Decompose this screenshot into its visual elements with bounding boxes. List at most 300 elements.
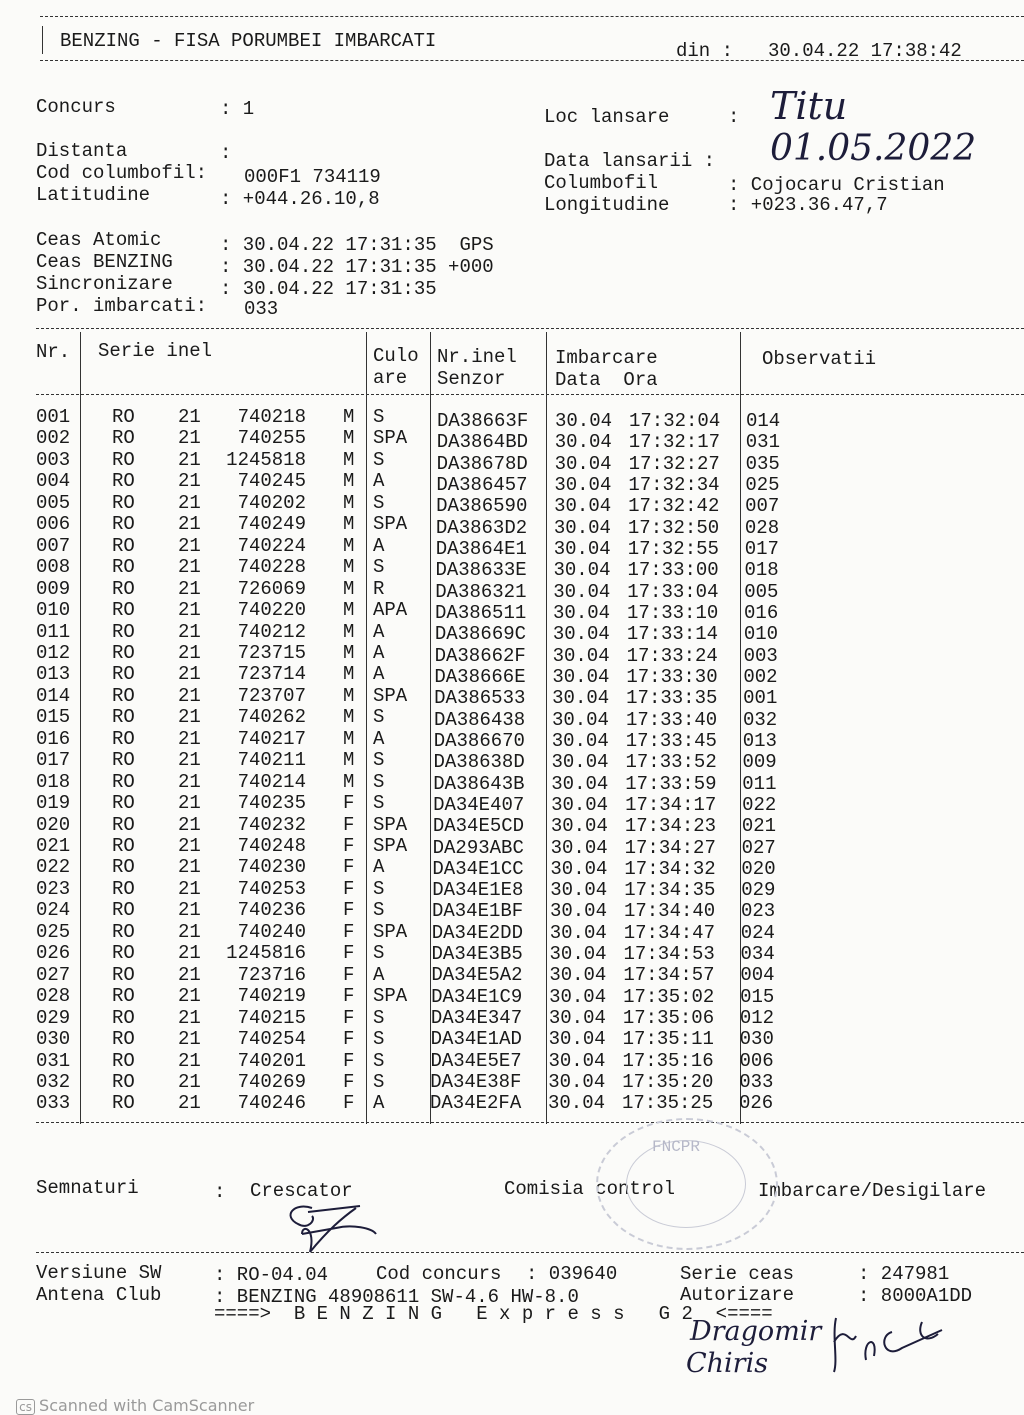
- row-year: 21: [178, 663, 201, 686]
- row-sensor-id: DA34E2FA: [430, 1092, 522, 1115]
- row-date: 30.04: [550, 879, 608, 902]
- row-date: 30.04: [552, 623, 610, 646]
- row-country: RO: [112, 491, 135, 514]
- row-sex: F: [343, 963, 355, 986]
- col-header-serie: Serie inel: [98, 340, 213, 362]
- crescator-signature: [272, 1194, 382, 1264]
- row-nr: 012: [36, 641, 71, 664]
- commission-name-1: Dragomir: [690, 1316, 822, 1347]
- cod-concurs-label: Cod concurs: [376, 1263, 502, 1285]
- table-row: [0, 620, 1024, 646]
- row-ring-number: 740254: [237, 1028, 306, 1051]
- row-sex: M: [343, 491, 355, 514]
- row-time: 17:33:04: [627, 580, 719, 603]
- row-country: RO: [112, 684, 135, 707]
- row-nr: 015: [36, 706, 71, 729]
- latitudine-label: Latitudine: [36, 184, 151, 206]
- row-sensor-id: DA38669C: [434, 623, 527, 646]
- row-nr: 021: [36, 835, 71, 857]
- row-ring-number: 723716: [237, 963, 306, 986]
- row-year: 21: [178, 942, 201, 965]
- table-row: [0, 470, 1024, 496]
- row-color: A: [373, 470, 385, 493]
- table-row: [0, 406, 1024, 432]
- row-date: 30.04: [553, 580, 611, 603]
- sincronizare-label: Sincronizare: [36, 273, 173, 295]
- table-row: [0, 877, 1024, 902]
- row-sensor-id: DA386457: [436, 473, 528, 496]
- commission-name-2: Chiris: [686, 1348, 769, 1379]
- row-sensor-id: DA3864E1: [435, 537, 527, 560]
- row-time: 17:33:24: [626, 644, 718, 667]
- row-sex: M: [343, 770, 355, 793]
- row-observatii: 033: [739, 1071, 774, 1094]
- antena-club-value: : BENZING 48908611 SW-4.6 HW-8.0: [214, 1286, 579, 1308]
- row-observatii: 010: [743, 623, 779, 646]
- row-ring-number: 740212: [237, 620, 306, 643]
- row-sex: M: [343, 556, 355, 579]
- row-time: 17:33:35: [626, 687, 718, 710]
- versiune-sw-value: : RO-04.04: [214, 1264, 329, 1286]
- row-country: RO: [112, 406, 135, 428]
- col-header-observatii: Observatii: [762, 348, 877, 370]
- row-sex: M: [343, 641, 355, 664]
- table-row: [0, 556, 1024, 582]
- row-observatii: 013: [742, 729, 777, 752]
- row-time: 17:33:40: [625, 708, 718, 731]
- row-ring-number: 740201: [237, 1049, 306, 1072]
- row-color: SPA: [373, 985, 408, 1008]
- row-ring-number: 740214: [237, 770, 306, 793]
- col-header-nrinel-1: Nr.inel: [437, 346, 517, 368]
- row-nr: 013: [36, 663, 71, 686]
- row-time: 17:34:47: [623, 921, 715, 944]
- row-ring-number: 740269: [237, 1070, 306, 1093]
- loc-lansare-handwritten: Titu: [770, 84, 848, 128]
- row-country: RO: [112, 663, 135, 686]
- header-top-rule: [40, 16, 1024, 17]
- table-row: [0, 749, 1024, 774]
- row-date: 30.04: [555, 410, 613, 432]
- row-year: 21: [178, 406, 201, 428]
- row-observatii: 015: [740, 985, 775, 1008]
- row-country: RO: [112, 599, 135, 622]
- row-nr: 019: [36, 792, 71, 815]
- row-time: 17:33:45: [625, 729, 717, 752]
- semnaturi-label: Semnaturi: [36, 1177, 139, 1199]
- row-sex: M: [343, 663, 355, 686]
- row-time: 17:34:17: [625, 793, 717, 816]
- row-sex: F: [343, 920, 355, 943]
- row-date: 30.04: [553, 559, 611, 582]
- row-sensor-id: DA34E2DD: [431, 921, 523, 944]
- row-color: A: [373, 727, 385, 750]
- loc-lansare-colon: :: [728, 106, 740, 128]
- row-year: 21: [178, 770, 201, 793]
- row-country: RO: [112, 577, 135, 600]
- row-nr: 032: [36, 1070, 71, 1093]
- row-time: 17:32:04: [629, 410, 721, 432]
- table-row: [0, 513, 1024, 539]
- row-sex: F: [343, 942, 355, 965]
- row-sensor-id: DA34E5A2: [431, 964, 523, 987]
- row-observatii: 026: [739, 1092, 774, 1115]
- row-color: S: [373, 406, 385, 428]
- row-observatii: 009: [742, 751, 777, 774]
- row-sensor-id: DA38638D: [433, 751, 525, 774]
- row-observatii: 007: [745, 495, 780, 518]
- row-observatii: 020: [741, 857, 776, 880]
- row-year: 21: [178, 749, 201, 772]
- row-time: 17:34:57: [623, 964, 715, 987]
- row-sensor-id: DA34E347: [430, 1007, 523, 1030]
- row-year: 21: [178, 877, 201, 900]
- row-sensor-id: DA34E38F: [430, 1071, 522, 1094]
- row-year: 21: [178, 985, 201, 1008]
- row-country: RO: [112, 641, 135, 664]
- row-date: 30.04: [553, 516, 611, 539]
- por-imbarcati-value: 033: [244, 298, 279, 320]
- imbarcare-desigilare-label: Imbarcare/Desigilare: [758, 1180, 987, 1202]
- row-nr: 003: [36, 448, 71, 471]
- autorizare-value: : 8000A1DD: [858, 1285, 973, 1307]
- camscanner-logo-icon: cs: [16, 1399, 35, 1415]
- row-sex: F: [343, 877, 355, 900]
- row-color: A: [373, 641, 385, 664]
- row-observatii: 016: [744, 601, 779, 624]
- row-year: 21: [178, 470, 201, 493]
- table-row: [0, 641, 1024, 667]
- row-nr: 006: [36, 513, 71, 536]
- row-ring-number: 740202: [237, 491, 306, 514]
- row-sex: F: [343, 1028, 355, 1051]
- row-time: 17:34:27: [624, 836, 716, 859]
- row-ring-number: 740228: [237, 556, 306, 579]
- row-color: A: [373, 663, 385, 686]
- row-observatii: 030: [739, 1028, 774, 1051]
- row-nr: 010: [36, 599, 71, 622]
- row-time: 17:34:53: [623, 943, 715, 966]
- row-sex: M: [343, 534, 355, 557]
- table-row: [0, 577, 1024, 603]
- row-color: SPA: [373, 684, 408, 707]
- row-ring-number: 723714: [237, 663, 306, 686]
- row-sex: M: [343, 513, 355, 536]
- row-date: 30.04: [550, 815, 608, 838]
- row-time: 17:34:32: [624, 857, 716, 880]
- semnaturi-colon: :: [214, 1181, 226, 1203]
- row-sensor-id: DA34E5E7: [430, 1049, 522, 1072]
- row-color: A: [373, 1092, 385, 1115]
- row-color: R: [373, 577, 385, 600]
- row-sensor-id: DA38678D: [436, 452, 528, 475]
- row-observatii: 025: [745, 473, 780, 496]
- row-date: 30.04: [553, 537, 611, 560]
- row-time: 17:33:00: [627, 559, 719, 582]
- row-country: RO: [112, 942, 135, 965]
- row-time: 17:35:02: [623, 985, 715, 1008]
- row-ring-number: 740235: [237, 792, 306, 815]
- row-time: 17:32:42: [628, 495, 720, 518]
- document-title: BENZING - FISA PORUMBEI IMBARCATI: [60, 30, 437, 52]
- row-sensor-id: DA34E3B5: [431, 943, 523, 966]
- row-observatii: 017: [744, 537, 779, 560]
- row-sex: F: [343, 1049, 355, 1072]
- commission-signature-marks: [826, 1312, 956, 1376]
- row-date: 30.04: [550, 836, 608, 859]
- row-date: 30.04: [549, 964, 607, 987]
- serie-ceas-label: Serie ceas: [680, 1263, 795, 1285]
- row-nr: 026: [36, 942, 71, 965]
- row-ring-number: 740215: [237, 1006, 306, 1029]
- row-nr: 008: [36, 556, 71, 579]
- row-country: RO: [112, 1070, 135, 1093]
- row-observatii: 027: [741, 836, 776, 859]
- row-time: 17:34:35: [624, 879, 716, 902]
- row-country: RO: [112, 556, 135, 579]
- row-ring-number: 740224: [237, 534, 306, 557]
- table-row: [0, 1092, 1024, 1113]
- row-time: 17:33:10: [627, 601, 719, 624]
- row-year: 21: [178, 1028, 201, 1051]
- row-sensor-id: DA38662F: [434, 644, 526, 667]
- row-date: 30.04: [551, 793, 609, 816]
- row-nr: 011: [36, 620, 71, 643]
- row-time: 17:33:30: [626, 665, 718, 688]
- row-year: 21: [178, 792, 201, 815]
- row-year: 21: [178, 641, 201, 664]
- table-row: [0, 856, 1024, 880]
- row-sensor-id: DA3864BD: [436, 431, 528, 454]
- benzing-express-line: ====> B E N Z I N G E x p r e s s G 2 <====: [214, 1303, 773, 1325]
- row-date: 30.04: [550, 857, 608, 880]
- row-observatii: 006: [739, 1049, 774, 1072]
- row-country: RO: [112, 1028, 135, 1051]
- row-time: 17:33:52: [625, 751, 717, 774]
- cod-concurs-value: : 039640: [526, 1263, 618, 1285]
- row-color: S: [373, 1006, 385, 1029]
- row-ring-number: 740217: [237, 727, 306, 750]
- row-year: 21: [178, 448, 201, 471]
- row-country: RO: [112, 706, 135, 729]
- row-sensor-id: DA386511: [435, 601, 527, 624]
- row-time: 17:32:27: [628, 452, 720, 475]
- row-year: 21: [178, 1092, 201, 1115]
- row-nr: 028: [36, 985, 71, 1008]
- row-color: APA: [373, 599, 408, 622]
- row-country: RO: [112, 427, 135, 450]
- row-observatii: 001: [743, 687, 778, 710]
- cod-columbofil-value: 000F1 734119: [244, 166, 381, 188]
- row-sex: F: [343, 985, 355, 1008]
- row-sex: M: [343, 620, 355, 643]
- row-color: SPA: [373, 920, 408, 943]
- data-lansarii-handwritten: 01.05.2022: [770, 128, 977, 169]
- row-date: 30.04: [551, 729, 609, 752]
- row-ring-number: 740249: [237, 513, 306, 536]
- row-date: 30.04: [548, 1049, 606, 1072]
- row-sensor-id: DA38666E: [434, 665, 526, 688]
- longitudine-label: Longitudine: [544, 194, 670, 216]
- row-year: 21: [178, 534, 201, 557]
- row-time: 17:32:34: [628, 473, 720, 496]
- row-ring-number: 740236: [237, 899, 306, 922]
- col-header-nr: Nr.: [36, 341, 71, 363]
- row-observatii: 011: [742, 772, 777, 795]
- row-observatii: 012: [739, 1007, 775, 1030]
- row-sensor-id: DA38633E: [435, 559, 527, 582]
- loc-lansare-label: Loc lansare: [544, 106, 670, 128]
- row-observatii: 004: [740, 964, 775, 987]
- row-time: 17:35:20: [622, 1071, 714, 1094]
- row-nr: 031: [36, 1049, 71, 1072]
- row-ring-number: 740230: [237, 856, 306, 879]
- row-time: 17:35:06: [622, 1007, 715, 1030]
- row-date: 30.04: [554, 431, 612, 454]
- row-year: 21: [178, 920, 201, 943]
- row-ring-number: 740219: [237, 985, 306, 1008]
- row-year: 21: [178, 899, 201, 922]
- row-ring-number: 740255: [237, 427, 306, 450]
- row-sensor-id: DA386670: [433, 729, 525, 752]
- row-color: SPA: [373, 813, 408, 836]
- row-ring-number: 740248: [237, 835, 306, 857]
- row-sensor-id: DA34E1E8: [432, 879, 524, 902]
- row-time: 17:35:11: [622, 1028, 714, 1051]
- row-country: RO: [112, 856, 135, 879]
- col-header-nrinel-2: Senzor: [437, 368, 506, 390]
- row-color: S: [373, 1028, 385, 1051]
- row-nr: 001: [36, 406, 71, 428]
- row-ring-number: 740262: [237, 706, 306, 729]
- ceas-benzing-label: Ceas BENZING: [36, 251, 173, 273]
- row-color: SPA: [373, 513, 408, 536]
- row-observatii: 029: [741, 879, 776, 902]
- table-row: [0, 534, 1024, 560]
- row-nr: 033: [36, 1092, 71, 1115]
- row-sex: F: [343, 1006, 355, 1029]
- table-row: [0, 813, 1024, 838]
- row-sensor-id: DA3863D2: [435, 516, 528, 539]
- row-observatii: 032: [742, 708, 778, 731]
- header-bottom-rule: [40, 60, 1024, 61]
- row-date: 30.04: [549, 900, 607, 923]
- row-country: RO: [112, 749, 135, 772]
- row-sex: F: [343, 856, 355, 879]
- row-nr: 005: [36, 491, 71, 514]
- row-nr: 029: [36, 1006, 71, 1029]
- row-sensor-id: DA38643B: [433, 772, 525, 795]
- row-date: 30.04: [552, 644, 610, 667]
- row-country: RO: [112, 620, 135, 643]
- row-time: 17:35:16: [622, 1049, 714, 1072]
- row-year: 21: [178, 599, 201, 622]
- row-sex: M: [343, 599, 355, 622]
- row-sex: M: [343, 706, 355, 729]
- row-sensor-id: DA386533: [434, 687, 526, 710]
- antena-club-label: Antena Club: [36, 1284, 162, 1306]
- footer-top-rule: [36, 1252, 1024, 1253]
- row-sensor-id: DA386590: [436, 495, 528, 518]
- table-row: [0, 921, 1024, 942]
- row-ring-number: 1245816: [226, 942, 306, 965]
- row-observatii: 014: [746, 410, 781, 432]
- row-observatii: 005: [744, 580, 779, 603]
- row-country: RO: [112, 770, 135, 793]
- table-header-rule: [36, 394, 1024, 395]
- row-observatii: 035: [745, 452, 780, 475]
- table-row: [0, 448, 1024, 475]
- row-date: 30.04: [548, 1092, 606, 1115]
- row-color: A: [373, 534, 385, 557]
- row-sensor-id: DA34E1AD: [430, 1028, 522, 1051]
- table-row: [0, 1007, 1024, 1028]
- row-country: RO: [112, 813, 135, 836]
- table-row: [0, 770, 1024, 795]
- row-color: S: [373, 706, 385, 729]
- row-year: 21: [178, 620, 201, 643]
- latitudine-value: : +044.26.10,8: [220, 188, 380, 210]
- sincronizare-value: : 30.04.22 17:31:35: [220, 278, 437, 300]
- row-nr: 030: [36, 1028, 71, 1051]
- row-observatii: 022: [742, 793, 777, 816]
- row-year: 21: [178, 813, 201, 836]
- row-nr: 016: [36, 727, 71, 750]
- table-row: [0, 663, 1024, 688]
- row-time: 17:32:55: [627, 537, 719, 560]
- row-date: 30.04: [549, 921, 607, 944]
- row-color: S: [373, 749, 385, 772]
- row-date: 30.04: [548, 1007, 606, 1030]
- col-header-culoare-2: are: [373, 367, 408, 389]
- row-time: 17:35:25: [622, 1092, 714, 1115]
- comisia-label: Comisia control: [504, 1178, 676, 1200]
- table-row: [0, 899, 1024, 923]
- row-nr: 025: [36, 920, 71, 943]
- row-ring-number: 740253: [237, 877, 306, 900]
- row-nr: 024: [36, 899, 71, 922]
- row-year: 21: [178, 427, 201, 450]
- row-nr: 027: [36, 963, 71, 986]
- ceas-atomic-label: Ceas Atomic: [36, 229, 162, 251]
- row-country: RO: [112, 1006, 135, 1029]
- row-time: 17:33:14: [626, 623, 719, 646]
- row-observatii: 003: [743, 644, 778, 667]
- row-country: RO: [112, 1049, 135, 1072]
- row-country: RO: [112, 1092, 135, 1115]
- row-observatii: 002: [743, 665, 778, 688]
- row-time: 17:34:23: [624, 815, 717, 838]
- row-color: A: [373, 856, 385, 879]
- header-left-border: [42, 26, 43, 54]
- por-imbarcati-label: Por. imbarcati:: [36, 295, 208, 317]
- row-ring-number: 1245818: [226, 448, 306, 471]
- row-nr: 023: [36, 877, 71, 900]
- row-nr: 018: [36, 770, 71, 793]
- row-sex: F: [343, 1092, 355, 1115]
- row-date: 30.04: [553, 601, 611, 624]
- table-row: [0, 427, 1024, 454]
- autorizare-label: Autorizare: [680, 1284, 795, 1306]
- row-ring-number: 726069: [237, 577, 306, 600]
- row-date: 30.04: [548, 1071, 606, 1094]
- table-top-rule: [36, 328, 1024, 329]
- print-date-label: din :: [676, 40, 734, 62]
- row-color: SPA: [373, 835, 408, 857]
- table-bottom-rule: [36, 1122, 1024, 1123]
- col-header-imbarcare-2: Data Ora: [555, 369, 658, 391]
- row-observatii: 031: [745, 431, 780, 454]
